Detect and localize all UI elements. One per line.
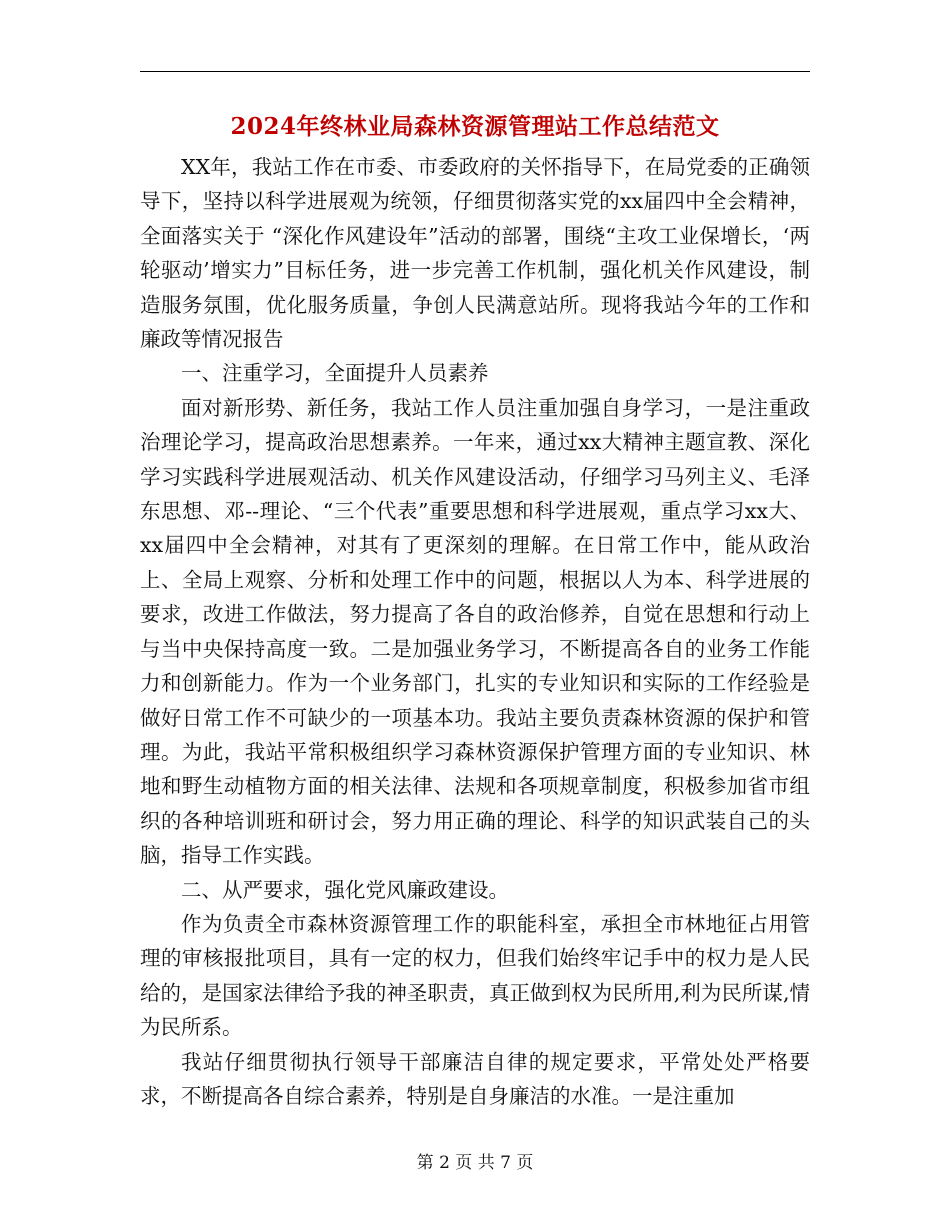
section-heading-2: 二、从严要求，强化党风廉政建设。 <box>181 877 509 902</box>
header-rule <box>140 71 810 72</box>
paragraph-intro: XX年，我站工作在市委、市委政府的关怀指导下，在局党委的正确领导下，坚持以科学进展观为统领，仔细贯彻落实党的xx届四中全会精神，全面落实关于 “深化作风建设年”活动的部署，围绕“主攻工业保增长，‘两轮驱动’增实力”目标任务，进一步完善工作机制，强化机关作风建设，制造服务氛围，优化服务质量，争创人民满意站所。现将我站今年的工作和廉政等情况报告 <box>140 155 810 352</box>
paragraph-study: 面对新形势、新任务，我站工作人员注重加强自身学习，一是注重政治理论学习，提高政治思想素养。一年来，通过xx大精神主题宣教、深化学习实践科学进展观活动、机关作风建设活动，仔细学习马列主义、毛泽东思想、邓--理论、“三个代表”重要思想和科学进展观，重点学习xx大、xx届四中全会精神，对其有了更深刻的理解。在日常工作中，能从政治上、全局上观察、分析和处理工作中的问题，根据以人为本、科学进展的要求，改进工作做法，努力提高了各自的政治修养，自觉在思想和行动上与当中央保持高度一致。二是加强业务学习，不断提高各自的业务工作能力和创新能力。作为一个业务部门，扎实的专业知识和实际的工作经验是做好日常工作不可缺少的一项基本功。我站主要负责森林资源的保护和管理。为此，我站平常积极组织学习森林资源保护管理方面的专业知识、林地和野生动植物方面的相关法律、法规和各项规章制度，积极参加省市组织的各种培训班和研讨会，努力用正确的理论、科学的知识武装自己的头脑，指导工作实践。 <box>140 395 810 868</box>
section-heading-1: 一、注重学习，全面提升人员素养 <box>181 361 489 386</box>
document-title: 2024年终林业局森林资源管理站工作总结范文 <box>230 113 720 140</box>
paragraph-integrity: 我站仔细贯彻执行领导干部廉洁自律的规定要求，平常处处严格要求，不断提高各自综合素养，特别是自身廉洁的水准。一是注重加 <box>140 1049 810 1108</box>
paragraph-duty: 作为负责全市森林资源管理工作的职能科室，承担全市林地征占用管理的审核报批项目，具有一定的权力，但我们始终牢记手中的权力是人民给的，是国家法律给予我的神圣职责，真正做到权为民所用,利为民所谋,情为民所系。 <box>140 911 810 1040</box>
page-number: 第 2 页 共 7 页 <box>416 1153 534 1173</box>
document-body <box>140 150 810 1113</box>
